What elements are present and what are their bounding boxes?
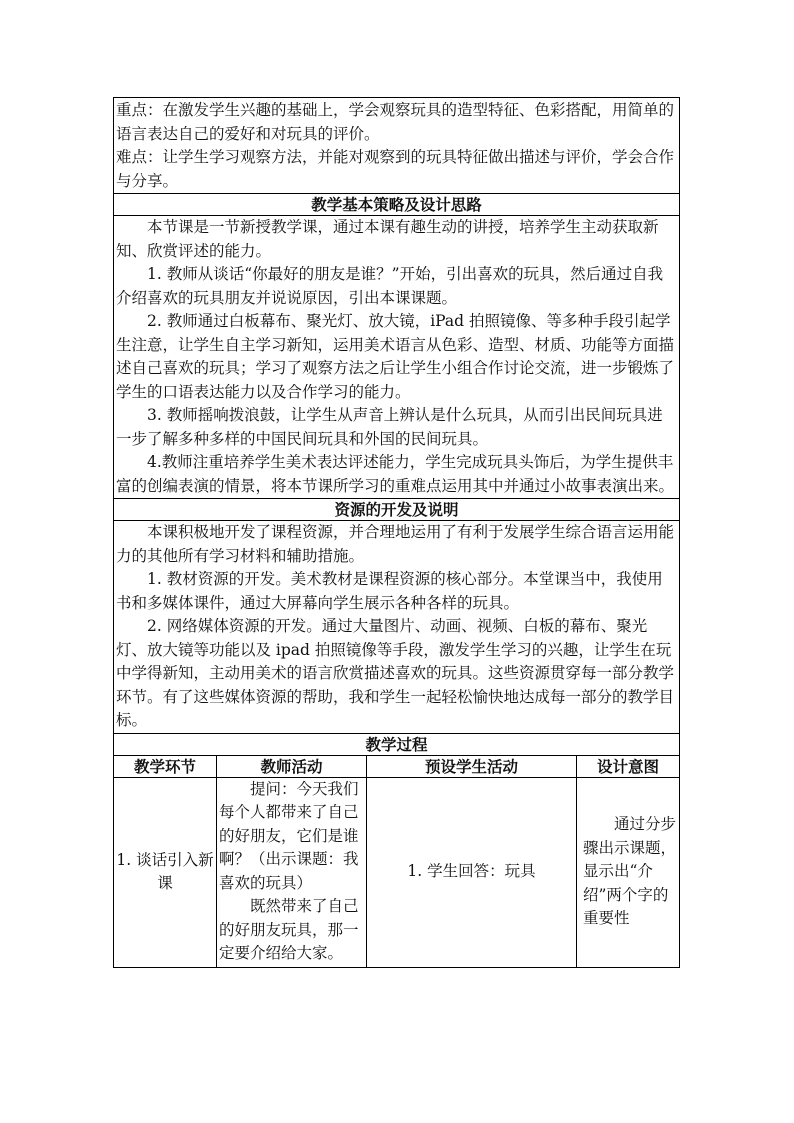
column-header-student: 预设学生活动 [367, 755, 577, 777]
focus-block [114, 98, 680, 194]
teacher-activity-text: 既然带来了自己的好朋友玩具，那一定要介绍给大家。 [219, 897, 359, 962]
teacher-activity-text: 提问：今天我们每个人都带来了自己的好朋友，它们是谁啊？（出示课题：我喜欢的玩具） [219, 779, 359, 892]
process-header-row [114, 733, 680, 755]
process-title: 教学过程 [114, 733, 680, 755]
strategy-paragraph: 3. 教师摇响拨浪鼓，让学生从声音上辨认是什么玩具，从而引出民间玩具进一步了解多种多样的中国民间玩具和外国的民间玩具。 [116, 406, 663, 448]
resources-paragraph: 2. 网络媒体资源的开发。通过大量图片、动画、视频、白板的幕布、聚光灯、放大镜等功能以及 ipad 拍照镜像等手段，激发学生学习的兴趣，让学生在玩中学得新知，主动用美术的语言欣赏描述喜欢的玩具。这些资源贯穿每一部分教学环节。有了这些媒体资源的帮助，我和学生一起轻松愉快地达成每一部分的教学目标。 [116, 617, 675, 729]
column-header-intent: 设计意图 [577, 755, 680, 777]
resources-block [114, 521, 680, 734]
resources-header-row [114, 499, 680, 521]
resources-body-row [114, 521, 680, 734]
teacher-activity-cell [217, 777, 367, 967]
focus-row [114, 98, 680, 194]
resources-title: 资源的开发及说明 [114, 499, 680, 521]
strategy-paragraph: 1. 教师从谈话“你最好的朋友是谁？”开始，引出喜欢的玩具，然后通过自我介绍喜欢的玩具朋友并说说原因，引出本课课题。 [116, 265, 664, 307]
table-row [114, 777, 680, 967]
strategy-body-row [114, 216, 680, 499]
difficulties-text: 难点：让学生学习观察方法，并能对观察到的玩具特征做出描述与评价，学会合作与分享。 [116, 148, 675, 190]
strategy-paragraph: 4.教师注重培养学生美术表达评述能力，学生完成玩具头饰后，为学生提供丰富的创编表演的情景，将本节课所学习的重难点运用其中并通过小故事表演出来。 [116, 453, 675, 495]
strategy-block [114, 216, 680, 499]
strategy-paragraph: 本节课是一节新授教学课，通过本课有趣生动的讲授，培养学生主动获取新知、欣赏评述的能力。 [116, 218, 659, 260]
key-points-text: 重点：在激发学生兴趣的基础上，学会观察玩具的造型特征、色彩搭配，用简单的语言表达自己的爱好和对玩具的评价。 [116, 101, 675, 143]
column-header-stage: 教学环节 [114, 755, 217, 777]
resources-paragraph: 1. 教材资源的开发。美术教材是课程资源的核心部分。本堂课当中，我使用书和多媒体课件，通过大屏幕向学生展示各种各样的玩具。 [116, 570, 663, 612]
strategy-header-row [114, 194, 680, 216]
lesson-plan-table [113, 97, 680, 968]
student-activity-cell: 1. 学生回答：玩具 [367, 777, 577, 967]
process-columns-row [114, 755, 680, 777]
strategy-title: 教学基本策略及设计思路 [114, 194, 680, 216]
strategy-paragraph: 2. 教师通过白板幕布、聚光灯、放大镜，iPad 拍照镜像、等多种手段引起学生注意，让学生自主学习新知，运用美术语言从色彩、造型、材质、功能等方面描述自己喜欢的玩具；学习了观察方法之后让学生小组合作讨论交流，进一步锻炼了学生的口语表达能力以及合作学习的能力。 [116, 312, 675, 401]
resources-paragraph: 本课积极地开发了课程资源，并合理地运用了有利于发展学生综合语言运用能力的其他所有学习材料和辅助措施。 [116, 523, 675, 565]
design-intent-text: 通过分步骤出示课题，显示出“介绍”两个字的重要性 [583, 815, 677, 928]
column-header-teacher: 教师活动 [217, 755, 367, 777]
design-intent-cell [577, 777, 680, 967]
lesson-plan-page [113, 97, 679, 968]
stage-cell: 1. 谈话引入新课 [114, 777, 217, 967]
